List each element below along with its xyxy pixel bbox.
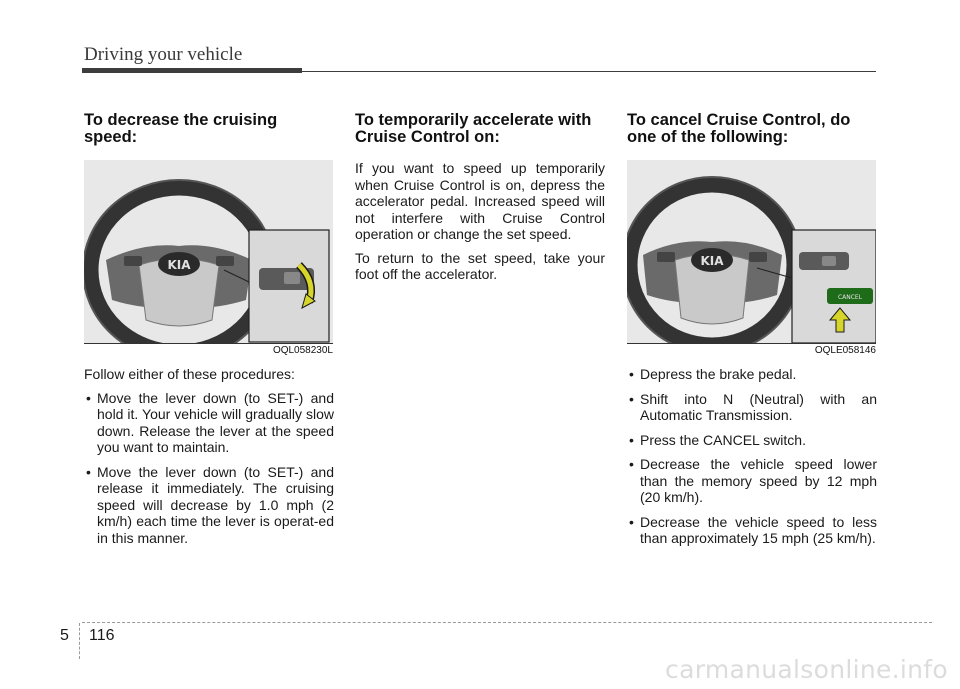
decrease-procedure-list	[84, 390, 334, 547]
footer-divider	[79, 623, 80, 659]
procedures-intro: Follow either of these procedures:	[84, 366, 295, 382]
cancel-switch-label: CANCEL	[837, 294, 863, 301]
decrease-speed-heading: To decrease the cruising speed:	[84, 111, 278, 146]
svg-text:KIA: KIA	[167, 258, 191, 272]
decrease-speed-section	[84, 112, 334, 554]
list-item: • Shift into N (Neutral) with an Automatic Transmission.	[627, 391, 877, 424]
header-rule	[82, 71, 876, 72]
svg-text:KIA: KIA	[700, 254, 724, 268]
cancel-heading: To cancel Cruise Control, do one of the following:	[627, 111, 851, 146]
list-item: • Press the CANCEL switch.	[627, 432, 877, 449]
chapter-number: 5	[60, 627, 69, 644]
steering-wheel-set-figure	[84, 160, 333, 343]
list-item: • Depress the brake pedal.	[627, 366, 877, 383]
figure-code: OQL058230L	[84, 343, 333, 356]
page-number: 116	[89, 627, 115, 644]
list-item: • Move the lever down (to SET-) and release it immediately. The cruising speed will decrease by 1.0 mph (2 km/h) each time the lever is operat-ed in this manner.	[84, 464, 334, 547]
paragraph: To return to the set speed, take your foot off the accelerator.	[355, 249, 605, 282]
paragraph: If you want to speed up temporarily when Cruise Control is on, depress the accelerator pedal. Increased speed will not interfere with Cruise Control operation or change the set speed.	[355, 160, 605, 242]
figure-code: OQLE058146	[627, 343, 876, 356]
accelerate-section	[355, 112, 605, 290]
section-title: Driving your vehicle	[84, 44, 243, 65]
list-item: • Move the lever down (to SET-) and hold it. Your vehicle will gradually slow down. Release the lever at the speed you want to maintain.	[84, 390, 334, 456]
watermark: carmanualsonline.info	[665, 655, 948, 684]
cancel-procedure-list	[627, 366, 877, 547]
steering-wheel-cancel-figure	[627, 160, 876, 343]
footer-rule	[82, 622, 932, 623]
list-item: • Decrease the vehicle speed to less than approximately 15 mph (25 km/h).	[627, 514, 877, 547]
list-item: • Decrease the vehicle speed lower than the memory speed by 12 mph (20 km/h).	[627, 456, 877, 506]
accelerate-heading: To temporarily accelerate with Cruise Control on:	[355, 111, 592, 146]
cancel-section	[627, 112, 877, 555]
